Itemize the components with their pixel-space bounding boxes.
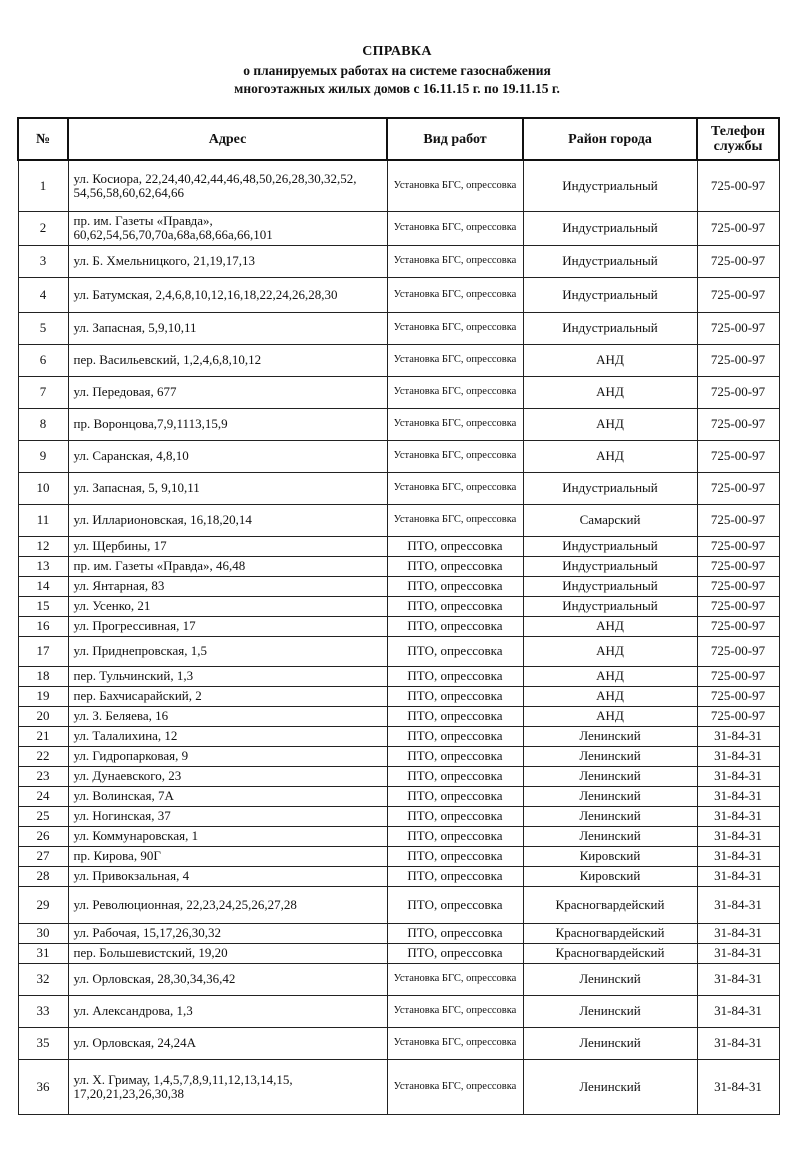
row-number: 2 [18,211,68,245]
row-district: Ленинский [523,726,697,746]
row-work-type: Установка БГС, опрессовка [387,376,523,408]
row-address: ул. Саранская, 4,8,10 [68,440,387,472]
table-row [18,726,779,746]
row-work-type: ПТО, опрессовка [387,576,523,596]
row-phone: 725-00-97 [697,504,779,536]
row-number: 35 [18,1027,68,1059]
row-address: ул. З. Беляева, 16 [68,706,387,726]
row-phone: 725-00-97 [697,536,779,556]
row-phone: 31-84-31 [697,826,779,846]
header-phone: Телефон службы [697,118,779,160]
row-district: АНД [523,706,697,726]
row-work-type: ПТО, опрессовка [387,616,523,636]
row-address: ул. Запасная, 5, 9,10,11 [68,472,387,504]
row-address: ул. Волинская, 7А [68,786,387,806]
row-phone: 725-00-97 [697,556,779,576]
row-address: пр. Воронцова,7,9,1113,15,9 [68,408,387,440]
row-number: 29 [18,886,68,923]
row-number: 33 [18,995,68,1027]
row-work-type: Установка БГС, опрессовка [387,211,523,245]
row-phone: 31-84-31 [697,1059,779,1114]
row-number: 5 [18,312,68,344]
row-district: Индустриальный [523,211,697,245]
row-district: Красногвардейский [523,886,697,923]
row-number: 26 [18,826,68,846]
row-number: 18 [18,666,68,686]
document-subtitle-line2: многоэтажных жилых домов с 16.11.15 г. по 19.11.15 г. [234,81,560,96]
row-district: Индустриальный [523,277,697,312]
row-address: ул. Батумская, 2,4,6,8,10,12,16,18,22,24,26,28,30 [68,277,387,312]
row-work-type: ПТО, опрессовка [387,886,523,923]
row-work-type: Установка БГС, опрессовка [387,344,523,376]
row-number: 9 [18,440,68,472]
row-district: Индустриальный [523,576,697,596]
row-phone: 31-84-31 [697,806,779,826]
row-district: АНД [523,408,697,440]
row-address: ул. Передовая, 677 [68,376,387,408]
row-phone: 31-84-31 [697,1027,779,1059]
row-number: 28 [18,866,68,886]
row-number: 32 [18,963,68,995]
row-phone: 725-00-97 [697,686,779,706]
table-row [18,160,779,211]
row-phone: 31-84-31 [697,866,779,886]
row-phone: 31-84-31 [697,886,779,923]
table-row [18,706,779,726]
row-district: Индустриальный [523,536,697,556]
table-row [18,666,779,686]
row-district: Индустриальный [523,245,697,277]
table-row [18,536,779,556]
row-work-type: Установка БГС, опрессовка [387,440,523,472]
row-number: 19 [18,686,68,706]
row-phone: 725-00-97 [697,277,779,312]
table-row [18,943,779,963]
row-work-type: ПТО, опрессовка [387,536,523,556]
row-number: 16 [18,616,68,636]
row-phone: 725-00-97 [697,576,779,596]
table-row [18,576,779,596]
row-address: ул. Гидропарковая, 9 [68,746,387,766]
table-row [18,504,779,536]
row-address: ул. Революционная, 22,23,24,25,26,27,28 [68,886,387,923]
table-row [18,440,779,472]
row-district: Красногвардейский [523,923,697,943]
table-row [18,846,779,866]
row-number: 11 [18,504,68,536]
row-number: 25 [18,806,68,826]
row-address: ул. Косиора, 22,24,40,42,44,46,48,50,26,28,30,32,52, 54,56,58,60,62,64,66 [68,160,387,211]
table-row [18,826,779,846]
row-phone: 725-00-97 [697,160,779,211]
row-district: Ленинский [523,806,697,826]
row-number: 3 [18,245,68,277]
table-row [18,245,779,277]
table-row [18,995,779,1027]
row-work-type: Установка БГС, опрессовка [387,1027,523,1059]
table-row [18,408,779,440]
row-address: ул. Привокзальная, 4 [68,866,387,886]
table-row [18,766,779,786]
row-work-type: Установка БГС, опрессовка [387,245,523,277]
row-work-type: Установка БГС, опрессовка [387,995,523,1027]
table-row [18,963,779,995]
row-work-type: Установка БГС, опрессовка [387,160,523,211]
document-title: СПРАВКА [362,44,432,59]
row-address: ул. Коммунаровская, 1 [68,826,387,846]
row-district: АНД [523,616,697,636]
row-district: Ленинский [523,1027,697,1059]
row-number: 12 [18,536,68,556]
row-phone: 725-00-97 [697,344,779,376]
row-district: Индустриальный [523,312,697,344]
row-district: Индустриальный [523,556,697,576]
row-address: пер. Бахчисарайский, 2 [68,686,387,706]
row-phone: 31-84-31 [697,923,779,943]
row-number: 17 [18,636,68,666]
row-phone: 31-84-31 [697,846,779,866]
row-address: ул. Запасная, 5,9,10,11 [68,312,387,344]
row-work-type: Установка БГС, опрессовка [387,963,523,995]
row-address: ул. Янтарная, 83 [68,576,387,596]
table-row [18,923,779,943]
row-address: ул. Дунаевского, 23 [68,766,387,786]
row-work-type: ПТО, опрессовка [387,866,523,886]
table-row [18,556,779,576]
row-work-type: ПТО, опрессовка [387,666,523,686]
row-district: Ленинский [523,746,697,766]
header-address: Адрес [68,118,387,160]
row-work-type: ПТО, опрессовка [387,806,523,826]
row-district: Ленинский [523,786,697,806]
row-phone: 725-00-97 [697,666,779,686]
row-number: 14 [18,576,68,596]
row-address: пер. Васильевский, 1,2,4,6,8,10,12 [68,344,387,376]
row-address: пр. Кирова, 90Г [68,846,387,866]
row-phone: 31-84-31 [697,963,779,995]
row-district: Ленинский [523,826,697,846]
row-number: 23 [18,766,68,786]
row-address: пр. им. Газеты «Правда», 60,62,54,56,70,70а,68а,68,66а,66,101 [68,211,387,245]
header-work-type: Вид работ [387,118,523,160]
row-address: ул. Х. Гримау, 1,4,5,7,8,9,11,12,13,14,15, 17,20,21,23,26,30,38 [68,1059,387,1114]
table-row [18,806,779,826]
row-phone: 31-84-31 [697,726,779,746]
row-number: 13 [18,556,68,576]
row-work-type: Установка БГС, опрессовка [387,472,523,504]
row-district: Красногвардейский [523,943,697,963]
row-number: 1 [18,160,68,211]
table-row [18,636,779,666]
table-row [18,686,779,706]
row-phone: 31-84-31 [697,995,779,1027]
row-number: 22 [18,746,68,766]
row-address: ул. Орловская, 28,30,34,36,42 [68,963,387,995]
table-header-row [18,118,779,160]
row-phone: 725-00-97 [697,706,779,726]
document-subtitle-line1: о планируемых работах на системе газоснабжения [243,63,551,78]
row-work-type: ПТО, опрессовка [387,786,523,806]
row-work-type: Установка БГС, опрессовка [387,504,523,536]
row-work-type: ПТО, опрессовка [387,746,523,766]
row-address: ул. Прогрессивная, 17 [68,616,387,636]
row-phone: 725-00-97 [697,376,779,408]
row-work-type: ПТО, опрессовка [387,636,523,666]
row-address: ул. Орловская, 24,24А [68,1027,387,1059]
row-address: ул. Илларионовская, 16,18,20,14 [68,504,387,536]
row-address: ул. Щербины, 17 [68,536,387,556]
row-district: Кировский [523,846,697,866]
row-work-type: Установка БГС, опрессовка [387,277,523,312]
table-row [18,344,779,376]
table-row [18,616,779,636]
row-number: 24 [18,786,68,806]
row-number: 20 [18,706,68,726]
table-row [18,376,779,408]
row-district: АНД [523,440,697,472]
row-work-type: ПТО, опрессовка [387,923,523,943]
works-table [17,117,780,1115]
row-number: 21 [18,726,68,746]
table-row [18,1027,779,1059]
row-address: ул. Александрова, 1,3 [68,995,387,1027]
row-address: пр. им. Газеты «Правда», 46,48 [68,556,387,576]
row-number: 30 [18,923,68,943]
row-number: 27 [18,846,68,866]
row-district: АНД [523,344,697,376]
row-district: АНД [523,376,697,408]
row-number: 6 [18,344,68,376]
row-address: ул. Приднепровская, 1,5 [68,636,387,666]
row-district: Ленинский [523,1059,697,1114]
row-number: 15 [18,596,68,616]
row-district: Индустриальный [523,596,697,616]
row-phone: 31-84-31 [697,943,779,963]
row-work-type: Установка БГС, опрессовка [387,1059,523,1114]
row-number: 31 [18,943,68,963]
table-row [18,211,779,245]
row-work-type: ПТО, опрессовка [387,846,523,866]
row-address: ул. Б. Хмельницкого, 21,19,17,13 [68,245,387,277]
row-district: Ленинский [523,963,697,995]
row-district: Ленинский [523,995,697,1027]
row-number: 36 [18,1059,68,1114]
row-address: ул. Ногинская, 37 [68,806,387,826]
row-address: ул. Талалихина, 12 [68,726,387,746]
row-district: Ленинский [523,766,697,786]
row-district: АНД [523,666,697,686]
row-district: АНД [523,636,697,666]
row-phone: 725-00-97 [697,616,779,636]
header-district: Район города [523,118,697,160]
table-row [18,277,779,312]
row-work-type: ПТО, опрессовка [387,706,523,726]
row-district: АНД [523,686,697,706]
row-phone: 31-84-31 [697,766,779,786]
header-num: № [18,118,68,160]
table-body [18,160,779,1114]
row-address: ул. Усенко, 21 [68,596,387,616]
row-work-type: ПТО, опрессовка [387,686,523,706]
row-work-type: ПТО, опрессовка [387,826,523,846]
row-district: Кировский [523,866,697,886]
row-work-type: ПТО, опрессовка [387,556,523,576]
table-row [18,596,779,616]
row-number: 4 [18,277,68,312]
row-phone: 725-00-97 [697,636,779,666]
row-phone: 31-84-31 [697,786,779,806]
row-phone: 31-84-31 [697,746,779,766]
row-phone: 725-00-97 [697,211,779,245]
row-phone: 725-00-97 [697,472,779,504]
row-work-type: ПТО, опрессовка [387,943,523,963]
row-number: 10 [18,472,68,504]
row-district: Самарский [523,504,697,536]
row-address: пер. Большевистский, 19,20 [68,943,387,963]
row-work-type: Установка БГС, опрессовка [387,408,523,440]
row-phone: 725-00-97 [697,440,779,472]
table-row [18,786,779,806]
row-work-type: ПТО, опрессовка [387,726,523,746]
table-row [18,746,779,766]
table-row [18,1059,779,1114]
row-work-type: Установка БГС, опрессовка [387,312,523,344]
table-row [18,886,779,923]
row-address: ул. Рабочая, 15,17,26,30,32 [68,923,387,943]
row-district: Индустриальный [523,160,697,211]
table-row [18,312,779,344]
row-work-type: ПТО, опрессовка [387,766,523,786]
row-work-type: ПТО, опрессовка [387,596,523,616]
row-phone: 725-00-97 [697,245,779,277]
table-row [18,866,779,886]
row-phone: 725-00-97 [697,408,779,440]
table-row [18,472,779,504]
row-phone: 725-00-97 [697,596,779,616]
row-number: 8 [18,408,68,440]
row-address: пер. Тульчинский, 1,3 [68,666,387,686]
row-phone: 725-00-97 [697,312,779,344]
row-number: 7 [18,376,68,408]
row-district: Индустриальный [523,472,697,504]
